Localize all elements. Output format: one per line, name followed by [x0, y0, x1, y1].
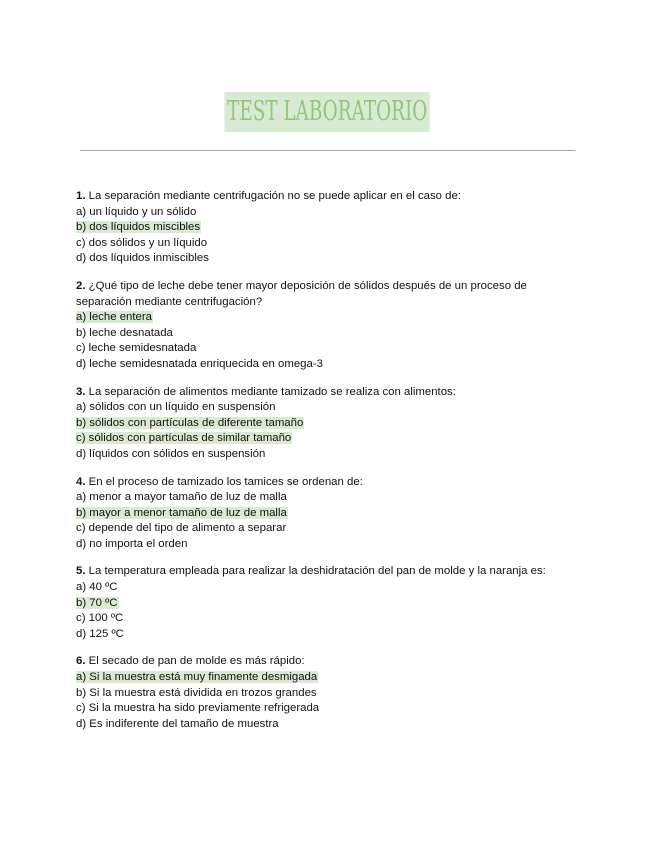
- answer-option: [76, 341, 576, 357]
- answer-option-text: b) sólidos con partículas de diferente tamaño: [76, 416, 304, 429]
- answer-option-text: c) 100 ºC: [76, 612, 124, 625]
- question-statement: En el proceso de tamizado los tamices se ordenan de:: [88, 475, 363, 488]
- question-number: 2.: [76, 279, 86, 292]
- answer-option: [76, 490, 576, 506]
- question-3: [76, 385, 576, 463]
- answer-option-text: b) mayor a menor tamaño de luz de malla: [76, 506, 287, 519]
- question-list: [76, 189, 576, 744]
- question-number: 5.: [76, 565, 86, 578]
- answer-option-correct: [76, 220, 576, 236]
- question-number: 4.: [76, 475, 86, 488]
- answer-option: [76, 400, 576, 416]
- question-5: [76, 564, 576, 642]
- question-2: [76, 279, 576, 373]
- question-statement: La temperatura empleada para realizar la deshidratación del pan de molde y la naranja es:: [88, 565, 546, 578]
- answer-option-text: c) sólidos con partículas de similar tamaño: [76, 432, 292, 445]
- answer-option-correct: [76, 670, 576, 686]
- question-number: 1.: [76, 190, 86, 202]
- answer-option-text: c) dos sólidos y un líquido: [76, 236, 208, 249]
- answer-option-correct: [76, 506, 576, 522]
- answer-option: [76, 326, 576, 342]
- page-title: TEST LABORATORIO: [225, 92, 431, 132]
- answer-option-text: d) leche semidesnatada enriquecida en omega-3: [76, 357, 323, 370]
- answer-option-text: a) 40 ºC: [76, 581, 118, 594]
- answer-option-text: a) leche entera: [76, 311, 152, 324]
- answer-option: [76, 686, 576, 702]
- answer-option-text: a) Si la muestra está muy finamente desmigada: [76, 671, 318, 684]
- horizontal-divider: [80, 150, 575, 151]
- answer-option: [76, 357, 576, 373]
- answer-option-text: a) sólidos con un líquido en suspensión: [76, 401, 276, 414]
- answer-option: [76, 701, 576, 717]
- answer-option-text: a) un líquido y un sólido: [76, 205, 197, 218]
- question-text: [76, 279, 576, 310]
- answer-option-text: d) dos líquidos inmiscibles: [76, 252, 209, 265]
- question-statement: ¿Qué tipo de leche debe tener mayor deposición de sólidos después de un proceso de separación mediante centrifugación?: [76, 279, 527, 308]
- question-text: [76, 189, 576, 205]
- answer-option-text: d) 125 ºC: [76, 627, 124, 640]
- question-statement: El secado de pan de molde es más rápido:: [88, 655, 305, 668]
- answer-option-text: a) menor a mayor tamaño de luz de malla: [76, 491, 287, 504]
- question-text: [76, 654, 576, 670]
- answer-option-text: c) Si la muestra ha sido previamente refrigerada: [76, 702, 320, 715]
- question-1: [76, 189, 576, 267]
- question-text: [76, 385, 576, 401]
- answer-option-correct: [76, 416, 576, 432]
- answer-option: [76, 580, 576, 596]
- answer-option: [76, 537, 576, 553]
- question-number: 6.: [76, 655, 86, 668]
- title-wrapper: [0, 92, 655, 132]
- question-statement: La separación mediante centrifugación no se puede aplicar en el caso de:: [88, 190, 462, 202]
- question-number: 3.: [76, 385, 86, 398]
- answer-option: [76, 236, 576, 252]
- answer-option: [76, 205, 576, 221]
- question-4: [76, 475, 576, 553]
- answer-option-correct: [76, 431, 576, 447]
- answer-option-text: c) depende del tipo de alimento a separar: [76, 522, 287, 535]
- answer-option: [76, 251, 576, 267]
- answer-option-text: b) leche desnatada: [76, 326, 173, 339]
- answer-option: [76, 627, 576, 643]
- answer-option-text: c) leche semidesnatada: [76, 342, 197, 355]
- answer-option-text: d) líquidos con sólidos en suspensión: [76, 447, 266, 460]
- answer-option: [76, 717, 576, 733]
- answer-option: [76, 521, 576, 537]
- answer-option-text: b) Si la muestra está dividida en trozos grandes: [76, 686, 317, 699]
- question-text: [76, 564, 576, 580]
- answer-option-correct: [76, 310, 576, 326]
- question-6: [76, 654, 576, 732]
- question-text: [76, 475, 576, 491]
- answer-option-text: b) dos líquidos miscibles: [76, 221, 201, 234]
- answer-option-correct: [76, 596, 576, 612]
- answer-option: [76, 447, 576, 463]
- answer-option: [76, 611, 576, 627]
- answer-option-text: d) no importa el orden: [76, 537, 188, 550]
- answer-option-text: d) Es indiferente del tamaño de muestra: [76, 717, 279, 730]
- answer-option-text: b) 70 ºC: [76, 596, 118, 609]
- question-statement: La separación de alimentos mediante tamizado se realiza con alimentos:: [88, 385, 456, 398]
